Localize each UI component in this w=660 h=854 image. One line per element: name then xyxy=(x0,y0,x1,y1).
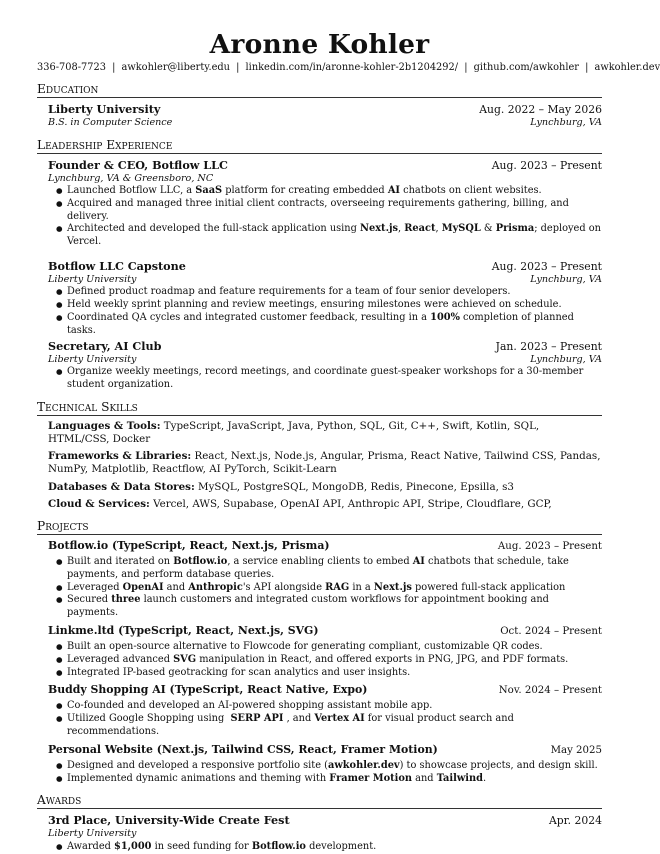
phone-text: 336-708-7723 xyxy=(37,62,106,73)
award-org: Liberty University xyxy=(48,828,136,841)
bullet-item: ● Defined product roadmap and feature requirements for a team of four senior developers. xyxy=(56,286,602,299)
bullet-list xyxy=(48,366,602,392)
email-link[interactable]: awkohler@liberty.edu xyxy=(122,62,230,73)
skill-row xyxy=(48,420,602,446)
resume-name: Aronne Kohler xyxy=(37,30,602,60)
linkedin-link[interactable]: linkedin.com/in/aronne-kohler-2b1204292/ xyxy=(246,62,459,73)
projects-section xyxy=(37,539,602,785)
bullet-list xyxy=(48,700,602,738)
education-location: Lynchburg, VA xyxy=(530,117,602,130)
role-location: Lynchburg, VA xyxy=(530,354,602,367)
skills-heading: Technical Skills xyxy=(37,400,602,416)
skill-value: Vercel, AWS, Supabase, OpenAI API, Anthropic API, Stripe, Cloudflare, GCP, xyxy=(153,498,552,510)
bullet-item: ● Awarded $1,000 in seed funding for Botflow.io development. xyxy=(56,841,602,854)
bullet-item: ● Built and iterated on Botflow.io, a service enabling clients to embed AI chatbots that schedule, take payments, and perform database queries. xyxy=(56,556,602,582)
bullet-item: ● Secured three launch customers and integrated custom workflows for appointment booking and payments. xyxy=(56,594,602,620)
project-dates: Aug. 2023 – Present xyxy=(498,540,602,554)
skill-row xyxy=(48,481,602,494)
bullet-list xyxy=(48,641,602,679)
skill-value: TypeScript, JavaScript, Java, Python, SQL, Git, C++, Swift, Kotlin, SQL, HTML/CSS, Docker xyxy=(48,420,539,445)
education-section xyxy=(37,102,602,130)
project-dates: Oct. 2024 – Present xyxy=(500,625,602,639)
award-title: 3rd Place, University-Wide Create Fest xyxy=(48,813,290,827)
awards-section xyxy=(37,813,602,853)
contact-separator: | xyxy=(236,62,239,73)
project-title: Buddy Shopping AI (TypeScript, React Native, Expo) xyxy=(48,683,367,697)
degree-text: B.S. in Computer Science xyxy=(48,117,172,130)
leadership-entry xyxy=(48,259,602,338)
contact-separator: | xyxy=(464,62,467,73)
role-title: Secretary, AI Club xyxy=(48,339,161,353)
skill-label: Cloud & Services: xyxy=(48,498,150,510)
project-entry xyxy=(48,743,602,786)
contact-line xyxy=(37,61,602,74)
bullet-item: ● Acquired and managed three initial client contracts, overseeing requirements gathering, billing, and delivery. xyxy=(56,198,602,224)
leadership-section xyxy=(37,158,602,392)
role-org: Lynchburg, VA & Greensboro, NC xyxy=(48,173,213,186)
education-entry xyxy=(48,102,602,130)
contact-separator: | xyxy=(112,62,115,73)
skill-label: Languages & Tools: xyxy=(48,420,161,432)
bullet-list xyxy=(48,760,602,786)
bullet-item: ● Held weekly sprint planning and review meetings, ensuring milestones were achieved on schedule. xyxy=(56,299,602,312)
bullet-item: ● Integrated IP-based geotracking for scan analytics and user insights. xyxy=(56,667,602,680)
project-dates: May 2025 xyxy=(551,744,602,758)
role-org: Liberty University xyxy=(48,354,136,367)
bullet-item: ● Coordinated QA cycles and integrated customer feedback, resulting in a 100% completion of planned tasks. xyxy=(56,312,602,338)
role-title: Botflow LLC Capstone xyxy=(48,259,186,273)
bullet-item: ● Implemented dynamic animations and theming with Framer Motion and Tailwind. xyxy=(56,773,602,786)
bullet-item: ● Organize weekly meetings, record meetings, and coordinate guest-speaker workshops for a 30-member student organization. xyxy=(56,366,602,392)
leadership-entry xyxy=(48,158,602,249)
project-entry xyxy=(48,683,602,738)
leadership-heading: Leadership Experience xyxy=(37,138,602,154)
institution-name: Liberty University xyxy=(48,102,160,116)
bullet-item: ● Architected and developed the full-stack application using Next.js, React, MySQL & Prisma; deployed on Vercel. xyxy=(56,223,602,249)
award-entry xyxy=(48,813,602,853)
bullet-item: ● Built an open-source alternative to Flowcode for generating compliant, customizable QR codes. xyxy=(56,641,602,654)
role-dates: Aug. 2023 – Present xyxy=(492,159,602,173)
bullet-list xyxy=(48,556,602,620)
project-dates: Nov. 2024 – Present xyxy=(499,684,602,698)
bullet-item: ● Co-founded and developed an AI-powered shopping assistant mobile app. xyxy=(56,700,602,713)
skill-row xyxy=(48,450,602,476)
skill-value: MySQL, PostgreSQL, MongoDB, Redis, Pinecone, Epsilla, s3 xyxy=(198,481,514,493)
skill-row xyxy=(48,498,602,511)
bullet-list xyxy=(48,185,602,249)
awards-heading: Awards xyxy=(37,793,602,809)
bullet-item: ● Leveraged OpenAI and Anthropic's API alongside RAG in a Next.js powered full-stack application xyxy=(56,582,602,595)
project-entry xyxy=(48,539,602,620)
leadership-entry xyxy=(48,339,602,392)
skill-label: Databases & Data Stores: xyxy=(48,481,195,493)
skill-value: React, Next.js, Node.js, Angular, Prisma, React Native, Tailwind CSS, Pandas, NumPy, Matplotlib, Reactflow, AI PyTorch, Scikit-Learn xyxy=(48,450,600,475)
bullet-list xyxy=(48,286,602,337)
role-dates: Jan. 2023 – Present xyxy=(496,340,602,354)
project-title: Botflow.io (TypeScript, React, Next.js, Prisma) xyxy=(48,539,330,553)
bullet-item: ● Launched Botflow LLC, a SaaS platform for creating embedded AI chatbots on client websites. xyxy=(56,185,602,198)
role-location: Lynchburg, VA xyxy=(530,274,602,287)
bullet-item: ● Utilized Google Shopping using SERP API , and Vertex AI for visual product search and recommendations. xyxy=(56,713,602,739)
bullet-item: ● Designed and developed a responsive portfolio site (awkohler.dev) to showcase projects, and design skill. xyxy=(56,760,602,773)
role-dates: Aug. 2023 – Present xyxy=(492,260,602,274)
projects-heading: Projects xyxy=(37,519,602,535)
education-heading: Education xyxy=(37,82,602,98)
github-link[interactable]: github.com/awkohler xyxy=(474,62,579,73)
website-link[interactable]: awkohler.dev xyxy=(595,62,660,73)
bullet-item: ● Leveraged advanced SVG manipulation in React, and offered exports in PNG, JPG, and PDF formats. xyxy=(56,654,602,667)
skills-section xyxy=(37,420,602,511)
role-org: Liberty University xyxy=(48,274,136,287)
project-title: Personal Website (Next.js, Tailwind CSS, React, Framer Motion) xyxy=(48,743,438,757)
project-title: Linkme.ltd (TypeScript, React, Next.js, SVG) xyxy=(48,624,319,638)
skill-label: Frameworks & Libraries: xyxy=(48,450,191,462)
contact-separator: | xyxy=(585,62,588,73)
role-title: Founder & CEO, Botflow LLC xyxy=(48,158,228,172)
project-entry xyxy=(48,624,602,679)
award-date: Apr. 2024 xyxy=(549,814,602,828)
bullet-list xyxy=(48,841,602,854)
education-dates: Aug. 2022 – May 2026 xyxy=(479,103,602,117)
